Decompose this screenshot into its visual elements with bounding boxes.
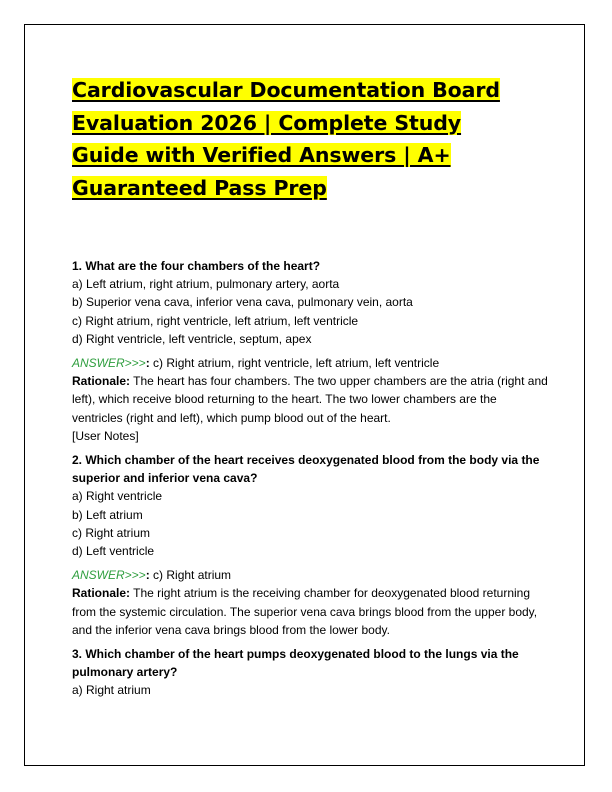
answer-option: a) Left atrium, right atrium, pulmonary artery, aorta xyxy=(72,277,340,292)
answer-block xyxy=(72,566,548,639)
answer-option: b) Left atrium xyxy=(72,507,143,522)
rationale-text: The heart has four chambers. The two upper chambers are the atria (right and left), which receive blood returning to the heart. The two lower chambers are the ventricles (right and left), which pump blood out of the heart. xyxy=(72,374,548,425)
answer-option: d) Right ventricle, left ventricle, septum, apex xyxy=(72,331,312,346)
answer-label: ANSWER>>> xyxy=(72,356,146,371)
rationale xyxy=(72,584,548,639)
title-line: Guaranteed Pass Prep xyxy=(72,175,327,200)
question-text: 1. What are the four chambers of the heart? xyxy=(72,259,321,273)
question-text: 2. Which chamber of the heart receives deoxygenated blood from the body via the superior and inferior vena cava? xyxy=(72,453,540,486)
question-item xyxy=(72,451,548,639)
title-line: Cardiovascular Documentation Board xyxy=(72,78,500,102)
rationale-label: Rationale: xyxy=(72,586,131,601)
answer-option: b) Superior vena cava, inferior vena cava, pulmonary vein, aorta xyxy=(72,295,413,310)
answer-option: c) Right atrium xyxy=(72,525,151,540)
title-line: Guide with Verified Answers | A+ xyxy=(72,143,451,167)
rationale xyxy=(72,372,548,427)
answer-colon: : xyxy=(145,356,150,371)
answer-line xyxy=(72,354,548,372)
answer-option: a) Right ventricle xyxy=(72,489,163,504)
question-text: 3. Which chamber of the heart pumps deoxygenated blood to the lungs via the pulmonary artery? xyxy=(72,647,519,680)
document-title xyxy=(72,74,542,204)
question-item xyxy=(72,257,548,445)
answer-text: c) Right atrium xyxy=(149,568,232,583)
answer-colon: : xyxy=(145,568,150,583)
answer-block xyxy=(72,354,548,445)
rationale-text: The right atrium is the receiving chamber for deoxygenated blood returning from the systemic circulation. The superior vena cava brings blood from the upper body, and the inferior vena cava brings blood from the lower body. xyxy=(72,586,538,637)
answer-label: ANSWER>>> xyxy=(72,568,146,583)
question-item xyxy=(72,645,548,700)
answer-option: a) Right atrium xyxy=(72,683,151,698)
title-line: Evaluation 2026 | Complete Study xyxy=(72,110,462,135)
answer-option: c) Right atrium, right ventricle, left atrium, left ventricle xyxy=(72,313,359,328)
answer-option: d) Left ventricle xyxy=(72,544,155,559)
question-list xyxy=(72,257,548,700)
rationale-label: Rationale: xyxy=(72,374,131,389)
user-notes: [User Notes] xyxy=(72,428,139,443)
answer-line xyxy=(72,566,548,584)
answer-text: c) Right atrium, right ventricle, left atrium, left ventricle xyxy=(149,356,440,371)
